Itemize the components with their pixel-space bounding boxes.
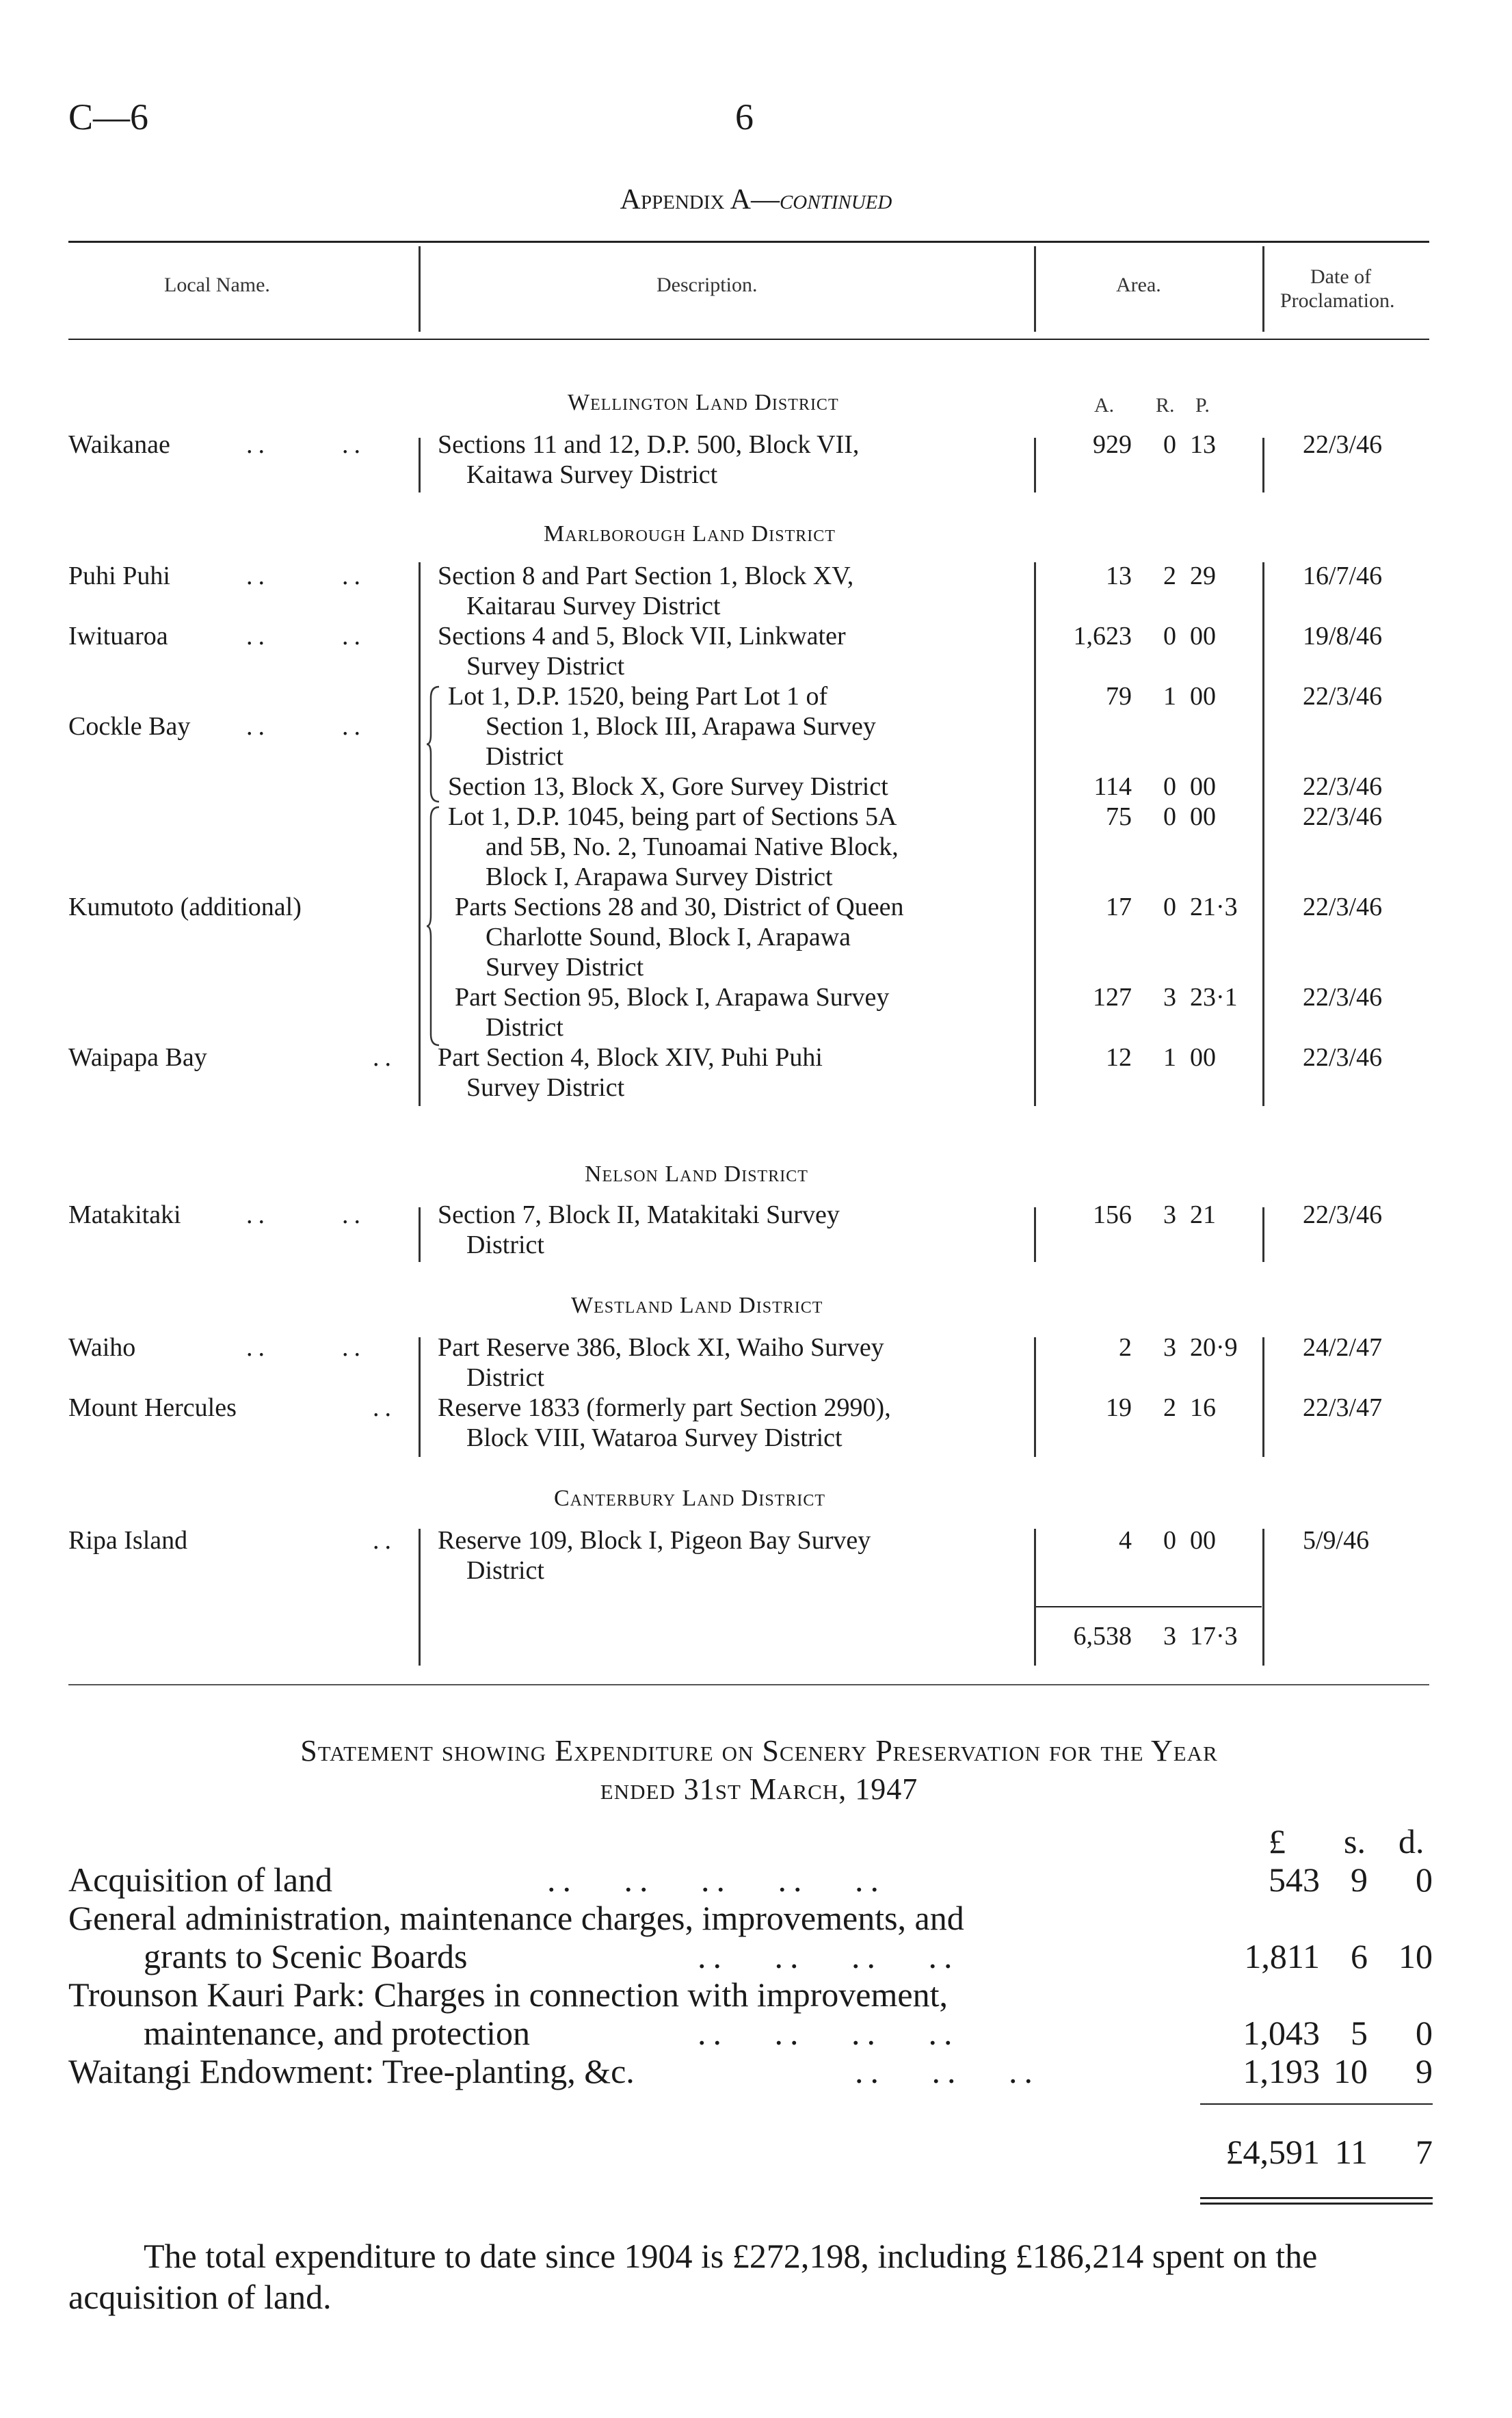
description: Part Section 4, Block XIV, Puhi Puhi [438,1043,823,1072]
description: District [486,742,563,771]
district-heading: Nelson Land District [585,1161,808,1187]
col-header-area: Area. [1116,274,1161,296]
proclamation-date: 22/3/46 [1303,430,1383,459]
appendix-title: Appendix A—continued [620,184,892,215]
area-total-acres: 6,538 [1073,1622,1132,1651]
total-shillings: 11 [1334,2133,1368,2171]
proclamation-date: 16/7/46 [1303,562,1383,590]
brace-icon [425,684,442,804]
description: Section 1, Block III, Arapawa Survey [486,712,876,741]
district-heading: Westland Land District [571,1293,823,1318]
area-acres: 156 [1093,1200,1132,1229]
proclamation-date: 22/3/46 [1303,772,1383,801]
amount-shillings: 9 [1351,1861,1368,1899]
leader-dots: .. .. .. [855,2052,1039,2090]
area-acres: 929 [1093,430,1132,459]
description: District [466,1363,544,1392]
description: Section 13, Block X, Gore Survey District [448,772,888,801]
statement-title: ended 31st March, 1947 [600,1772,918,1806]
currency-shillings: s. [1344,1822,1366,1861]
area-roods: 3 [1163,983,1176,1012]
area-roods: 1 [1163,1043,1176,1072]
local-name: Cockle Bay [68,712,191,741]
area-acres: 17 [1106,893,1132,921]
table-bottom-rule [68,1684,1429,1685]
area-perches: 21·3 [1190,893,1238,921]
description: Part Reserve 386, Block XI, Waiho Survey [438,1333,884,1362]
description: Reserve 1833 (formerly part Section 2990), [438,1393,891,1422]
double-rule [1200,2203,1433,2205]
proclamation-date: 22/3/46 [1303,802,1383,831]
area-perches: 00 [1190,802,1216,831]
area-roods: 3 [1163,1200,1176,1229]
unit-acres: A. [1094,394,1115,417]
local-name: Puhi Puhi [68,562,170,590]
col-sep [1262,1207,1264,1262]
description: Block VIII, Wataroa Survey District [466,1423,843,1452]
col-sep [1034,562,1036,1106]
local-name: Waiho [68,1333,136,1362]
unit-perches: P. [1195,394,1210,417]
area-perches: 00 [1190,1043,1216,1072]
leader-dots: .. .. [246,430,366,459]
leader-dots: .. .. [246,1333,366,1362]
col-sep [419,1529,421,1666]
total-pounds: £4,591 [1225,2133,1320,2171]
leader-dots: .. .. [246,1200,366,1229]
amount-pounds: 1,043 [1243,2014,1320,2052]
expenditure-item: maintenance, and protection [144,2014,531,2052]
area-roods: 0 [1163,893,1176,921]
district-heading: Marlborough Land District [544,521,836,547]
description: Block I, Arapawa Survey District [486,863,833,891]
description: Part Section 95, Block I, Arapawa Survey [455,983,890,1012]
proclamation-date: 5/9/46 [1303,1526,1370,1555]
col-sep [419,1207,421,1262]
area-roods: 2 [1163,1393,1176,1422]
col-sep [419,562,421,1106]
description: Survey District [466,1073,625,1102]
currency-pence: d. [1398,1822,1424,1861]
amount-shillings: 5 [1351,2014,1368,2052]
description: District [466,1231,544,1259]
area-perches: 29 [1190,562,1216,590]
description: Charlotte Sound, Block I, Arapawa [486,923,851,951]
area-perches: 00 [1190,1526,1216,1555]
proclamation-date: 22/3/46 [1303,1043,1383,1072]
expenditure-item: Acquisition of land [68,1861,333,1899]
description: Survey District [466,652,625,681]
area-total-roods: 3 [1163,1622,1176,1651]
amount-pounds: 543 [1269,1861,1320,1899]
local-name: Waikanae [68,430,170,459]
area-total-rule [1036,1606,1262,1607]
area-perches: 21 [1190,1200,1216,1229]
leader-dots: .. .. .. .. .. [547,1861,886,1899]
local-name: Matakitaki [68,1200,181,1229]
expenditure-item: General administration, maintenance charges, improvements, and [68,1899,964,1937]
description: Survey District [486,953,644,982]
col-sep [1262,1337,1264,1457]
col-sep [1034,246,1036,332]
description: Section 7, Block II, Matakitaki Survey [438,1200,840,1229]
area-acres: 19 [1106,1393,1132,1422]
leader-dots: .. [373,1043,397,1072]
leader-dots: .. [373,1393,397,1422]
area-roods: 0 [1163,802,1176,831]
col-header-date-1: Date of [1310,265,1372,288]
area-roods: 0 [1163,772,1176,801]
description: Sections 11 and 12, D.P. 500, Block VII, [438,430,860,459]
area-acres: 79 [1106,682,1132,711]
amount-pence: 0 [1416,2014,1433,2052]
col-header-local-name: Local Name. [164,274,270,296]
area-perches: 13 [1190,430,1216,459]
area-perches: 00 [1190,622,1216,651]
amount-shillings: 6 [1351,1937,1368,1975]
proclamation-date: 22/3/46 [1303,1200,1383,1229]
col-sep [1262,562,1264,1106]
area-perches: 20·9 [1190,1333,1238,1362]
area-total-perches: 17·3 [1190,1622,1238,1651]
leader-dots: .. .. .. .. [698,2014,959,2052]
description: Sections 4 and 5, Block VII, Linkwater [438,622,846,651]
proclamation-date: 24/2/47 [1303,1333,1383,1362]
local-name: Kumutoto (additional) [68,893,302,921]
area-roods: 0 [1163,1526,1176,1555]
amount-pence: 0 [1416,1861,1433,1899]
district-heading: Canterbury Land District [554,1486,826,1511]
local-name: Ripa Island [68,1526,188,1555]
expenditure-item: grants to Scenic Boards [144,1937,468,1975]
total-pence: 7 [1416,2133,1433,2171]
unit-roods: R. [1156,394,1175,417]
description: Kaitarau Survey District [466,592,721,620]
area-acres: 2 [1119,1333,1132,1362]
area-acres: 1,623 [1073,622,1132,651]
col-sep [1262,246,1264,332]
area-acres: 4 [1119,1526,1132,1555]
area-acres: 75 [1106,802,1132,831]
currency-pounds: £ [1269,1822,1286,1861]
local-name: Iwituaroa [68,622,168,651]
amount-pence: 10 [1398,1937,1433,1975]
area-acres: 127 [1093,983,1132,1012]
area-roods: 1 [1163,682,1176,711]
col-header-description: Description. [656,274,758,296]
description: Parts Sections 28 and 30, District of Queen [455,893,904,921]
area-roods: 0 [1163,622,1176,651]
proclamation-date: 22/3/46 [1303,983,1383,1012]
document-code: C—6 [68,96,149,137]
col-sep [419,246,421,332]
amount-pounds: 1,193 [1243,2052,1320,2090]
district-heading: Wellington Land District [568,390,839,415]
proclamation-date: 22/3/46 [1303,682,1383,711]
amount-pence: 9 [1416,2052,1433,2090]
table-top-rule [68,241,1429,243]
col-sep [1034,1207,1036,1262]
col-sep [419,1337,421,1457]
proclamation-date: 22/3/47 [1303,1393,1383,1422]
leader-dots: .. .. .. .. [698,1937,959,1975]
description: Lot 1, D.P. 1045, being part of Sections 5A [448,802,897,831]
description: and 5B, No. 2, Tunoamai Native Block, [486,832,899,861]
description: Reserve 109, Block I, Pigeon Bay Survey [438,1526,871,1555]
expenditure-item: Trounson Kauri Park: Charges in connection with improvement, [68,1975,948,2014]
footnote: The total expenditure to date since 1904 is £272,198, including £186,214 spent on the acquisition of land. [68,2237,1318,2316]
area-perches: 23·1 [1190,983,1238,1012]
table-header-rule [68,339,1429,340]
col-sep [419,438,421,492]
leader-dots: .. .. [246,562,366,590]
area-acres: 114 [1093,772,1132,801]
area-acres: 13 [1106,562,1132,590]
col-sep [1262,438,1264,492]
sum-rule [1200,2103,1433,2105]
description: Section 8 and Part Section 1, Block XV, [438,562,854,590]
expenditure-item: Waitangi Endowment: Tree-planting, &c. [68,2052,635,2090]
area-perches: 00 [1190,682,1216,711]
area-roods: 0 [1163,430,1176,459]
double-rule [1200,2197,1433,2199]
description: Kaitawa Survey District [466,460,718,489]
amount-shillings: 10 [1334,2052,1368,2090]
area-perches: 16 [1190,1393,1216,1422]
description: Lot 1, D.P. 1520, being Part Lot 1 of [448,682,828,711]
leader-dots: .. [373,1526,397,1555]
local-name: Mount Hercules [68,1393,237,1422]
description: District [486,1013,563,1042]
amount-pounds: 1,811 [1244,1937,1320,1975]
proclamation-date: 22/3/46 [1303,893,1383,921]
col-sep [1262,1529,1264,1666]
brace-icon [425,804,442,1048]
col-sep [1034,438,1036,492]
leader-dots: .. .. [246,712,366,741]
statement-title: Statement showing Expenditure on Scenery Preservation for the Year [300,1734,1218,1767]
description: District [466,1556,544,1585]
area-roods: 2 [1163,562,1176,590]
proclamation-date: 19/8/46 [1303,622,1383,651]
area-roods: 3 [1163,1333,1176,1362]
area-acres: 12 [1106,1043,1132,1072]
col-header-date-2: Proclamation. [1280,289,1395,312]
page-number: 6 [735,96,754,137]
area-perches: 00 [1190,772,1216,801]
leader-dots: .. .. [246,622,366,651]
col-sep [1034,1529,1036,1666]
local-name: Waipapa Bay [68,1043,207,1072]
col-sep [1034,1337,1036,1457]
